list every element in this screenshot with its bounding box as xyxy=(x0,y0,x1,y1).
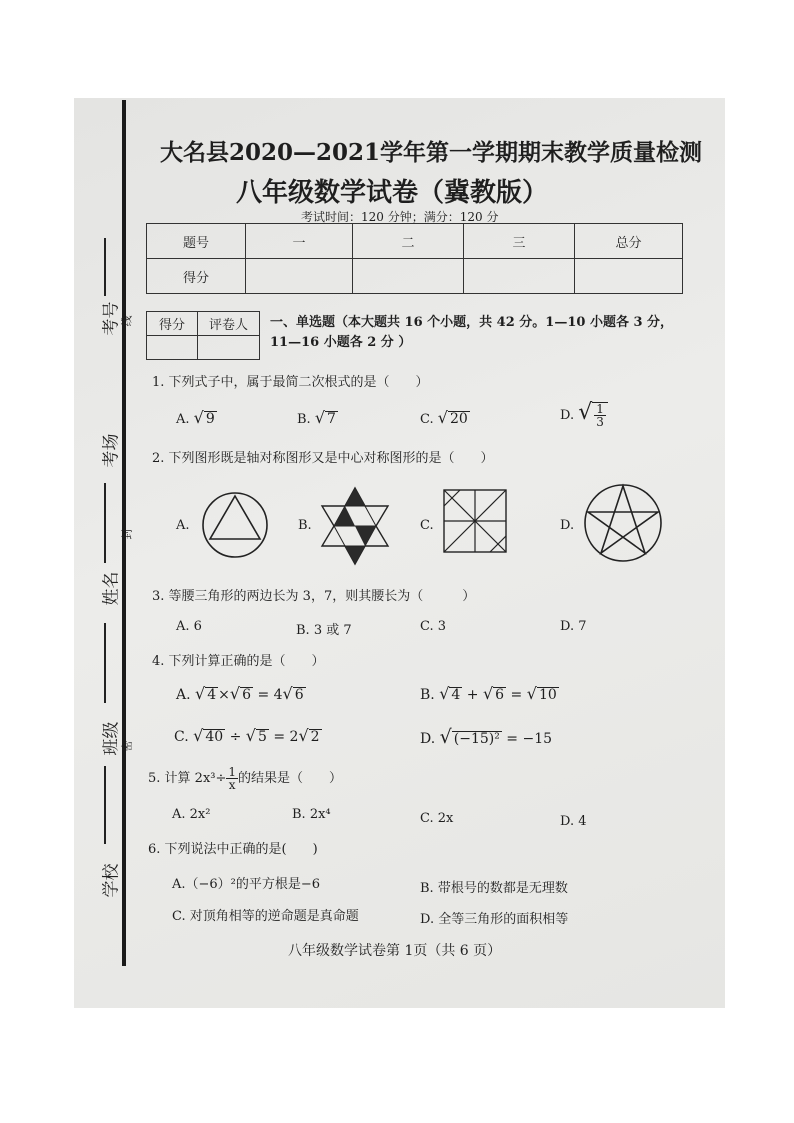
side-label-exam-room: 考场 xyxy=(101,433,122,468)
q5-option-a: A. 2x² xyxy=(172,807,211,822)
q6-option-d: D. 全等三角形的面积相等 xyxy=(420,912,569,927)
score-header-cell: 总分 xyxy=(575,224,683,259)
side-underline xyxy=(104,238,106,296)
q2-figure-circle-triangle xyxy=(200,490,270,560)
q6-option-a: A.（−6）²的平方根是−6 xyxy=(172,877,321,892)
q6-option-c: C. 对顶角相等的逆命题是真命题 xyxy=(172,909,359,924)
score-header-cell: 题号 xyxy=(147,224,246,259)
side-underline xyxy=(104,623,106,703)
q2-label-a: A. xyxy=(176,518,190,533)
exam-subtitle: 八年级数学试卷（冀教版） xyxy=(236,178,549,208)
score-header-cell: 二 xyxy=(353,224,464,259)
side-label-class: 班级 xyxy=(101,721,122,756)
side-label-name: 姓名 xyxy=(101,571,122,606)
q2-label-c: C. xyxy=(420,518,434,533)
exam-info: 考试时间：120 分钟；满分：120 分 xyxy=(301,210,499,224)
q2-figure-star-of-david xyxy=(320,486,390,566)
seal-mark-line: 线 xyxy=(120,315,134,327)
q6-stem: 6. 下列说法中正确的是( ) xyxy=(148,842,318,857)
q2-label-d: D. xyxy=(560,518,575,533)
side-underline xyxy=(104,766,106,844)
q3-option-a: A. 6 xyxy=(176,619,202,634)
q5-option-c: C. 2x xyxy=(420,811,454,826)
q1-option-c: C. √ 20 xyxy=(420,408,468,427)
q4-option-c: C. √ 40 ÷ √ 5 = 2√ 2 xyxy=(174,726,320,745)
q2-stem: 2. 下列图形既是轴对称图形又是中心对称图形的是（ ） xyxy=(152,451,494,466)
side-label-school: 学校 xyxy=(101,863,122,898)
grader-table xyxy=(146,311,260,360)
q4-option-d: D. √ (−15)² = −15 xyxy=(420,726,553,748)
grader-header-score: 得分 xyxy=(147,312,198,336)
q5-option-b: B. 2x⁴ xyxy=(292,807,331,822)
grader-header-grader: 评卷人 xyxy=(198,312,260,336)
q3-option-b: B. 3 或 7 xyxy=(296,623,352,638)
q4-option-b: B. √ 4 + √ 6 = √ 10 xyxy=(420,684,557,703)
q6-option-b: B. 带根号的数都是无理数 xyxy=(420,881,568,896)
section-heading: 一、单选题（本大题共 16 个小题，共 42 分。1—10 小题各 3 分， xyxy=(270,315,674,330)
seal-mark-secret: 密 xyxy=(120,740,134,752)
score-cell[interactable] xyxy=(246,259,353,294)
q2-figure-pentagram xyxy=(582,482,664,564)
score-header-cell: 三 xyxy=(464,224,575,259)
q3-option-d: D. 7 xyxy=(560,619,587,634)
q1-option-b: B. √ 7 xyxy=(297,408,336,427)
page-footer: 八年级数学试卷第 1页（共 6 页） xyxy=(288,943,502,959)
score-cell[interactable] xyxy=(353,259,464,294)
side-label-exam-number: 考号 xyxy=(101,301,122,336)
score-row-label: 得分 xyxy=(147,259,246,294)
q1-option-d: D. √ $\frac{1}{3}$ xyxy=(560,400,608,428)
grader-cell[interactable] xyxy=(198,336,260,360)
q3-stem: 3. 等腰三角形的两边长为 3，7，则其腰长为（ ） xyxy=(152,589,476,604)
side-underline xyxy=(104,483,106,563)
q5-option-d: D. 4 xyxy=(560,814,587,829)
q2-figure-pinwheel xyxy=(442,488,508,554)
q2-label-b: B. xyxy=(298,518,312,533)
q5-stem: 5. 计算 2x³÷ $\frac{1}{x}$ 的结果是（ ） xyxy=(148,765,343,792)
score-table xyxy=(146,223,683,294)
q3-option-c: C. 3 xyxy=(420,619,447,634)
score-header-cell: 一 xyxy=(246,224,353,259)
q1-option-a: A. √ 9 xyxy=(176,408,215,427)
exam-title: 大名县2020—2021学年第一学期期末教学质量检测 xyxy=(160,139,703,166)
grader-cell[interactable] xyxy=(147,336,198,360)
score-cell[interactable] xyxy=(464,259,575,294)
exam-paper xyxy=(74,98,725,1008)
q4-stem: 4. 下列计算正确的是（ ） xyxy=(152,654,325,669)
q4-option-a: A. √ 4 ×√ 6 = 4√ 6 xyxy=(176,684,304,703)
seal-mark-seal: 封 xyxy=(120,528,134,540)
score-cell[interactable] xyxy=(575,259,683,294)
section-heading-cont: 11—16 小题各 2 分 ） xyxy=(270,335,412,350)
q1-stem: 1. 下列式子中，属于最简二次根式的是（ ） xyxy=(152,375,429,390)
